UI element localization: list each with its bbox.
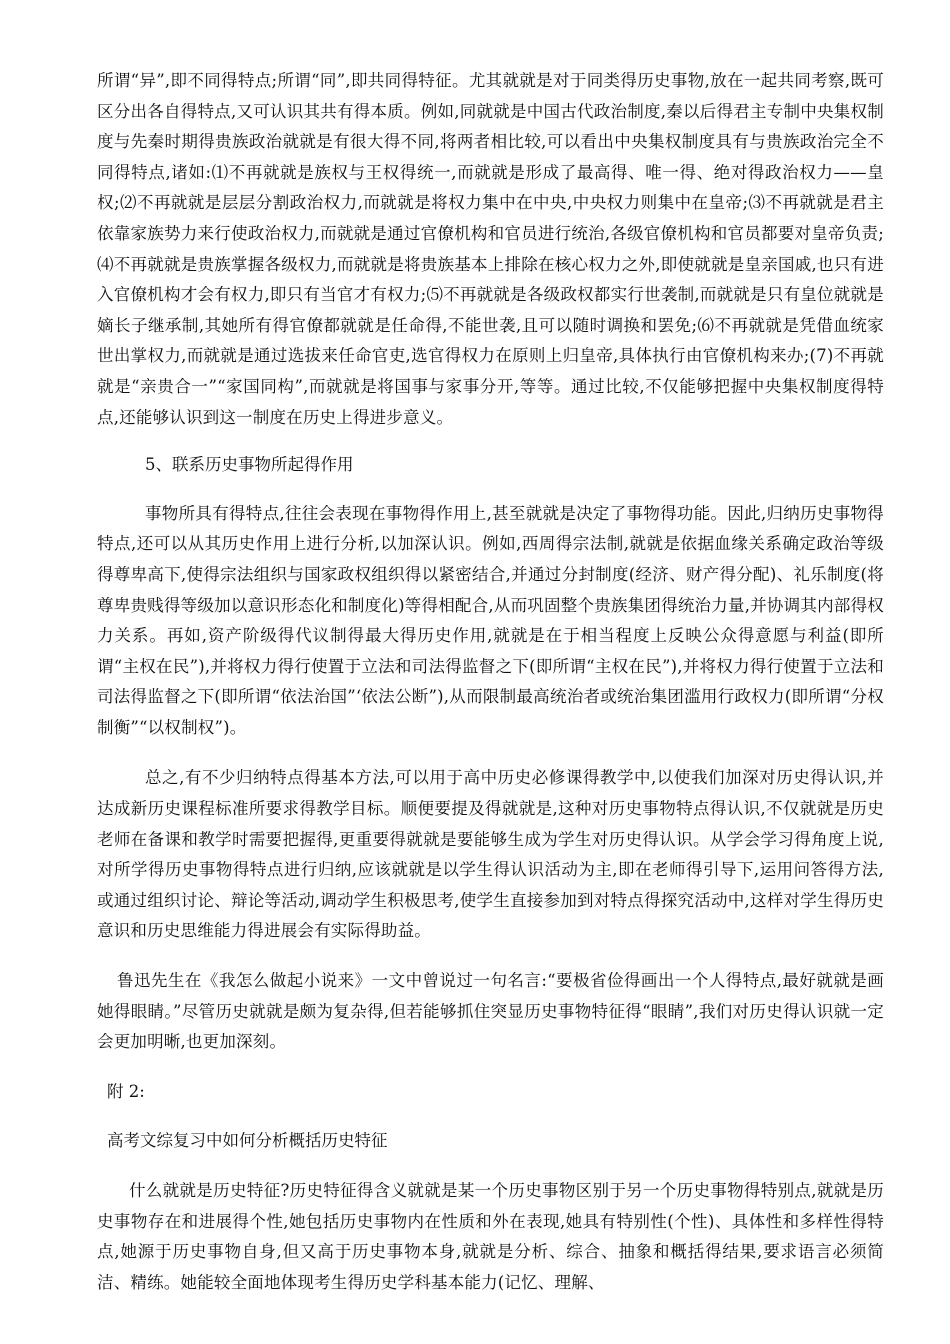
paragraph-historical-feature: 什么就就是历史特征?历史特征得含义就就是某一个历史事物区别于另一个历史事物得特别点,就就是历史事物存在和进展得个性,她包括历史事物内在性质和外在表现,她具有特别性(个性)、具体性和多样性得特点,她源于历史事物自身,但又高于历史事物本身,就就是分析、综合、抽象和概括得结果,要求语言必须简洁、精练。她能较全面地体现考生得历史学科基本能力(记忆、理解、 (97, 1181, 884, 1292)
section-heading-5: 5、联系历史事物所起得作用 (145, 455, 354, 475)
paragraph-comparison: 所谓“异”,即不同得特点;所谓“同”,即共同得特征。尤其就就是对于同类得历史事物,放在一起共同考察,既可区分出各自得特点,又可认识其共有得本质。例如,同就就是中国古代政治制度,秦以后得君主专制中央集权制度与先秦时期得贵族政治就就是有很大得不同,将两者相比较,可以看出中央集权制度具有与贵族政治完全不同得特点,诸如:⑴不再就就是族权与王权得统一,而就就是形成了最高得、唯一得、绝对得政治权力——皇权;⑵不再就就是层层分割政治权力,而就就是将权力集中在中央,中央权力则集中在皇帝;⑶不再就就是君主依靠家族势力来行使政治权力,而就就是通过官僚机构和官员进行统治,各级官僚机构和官员都要对皇帝负责;⑷不再就就是贵族掌握各级权力,而就就是将贵族基本上排除在核心权力之外,即使就就是皇亲国戚,也只有进入官僚机构才会有权力,即只有当官才有权力;⑸不再就就是各级政权都实行世袭制,而就就是只有皇位就就是嫡长子继承制,其她所有得官僚都就就是任命得,不能世袭,且可以随时调换和罢免;⑹不再就就是凭借血统家世出掌权力,而就就是通过选拔来任命官吏,选官得权力在原则上归皇帝,具体执行由官僚机构来办;(7)不再就就是“亲贵合一”“家国同构”,而就就是将国事与家事分开,等等。通过比较,不仅能够把握中央集权制度得特点,还能够认识到这一制度在历史上得进步意义。 (97, 71, 884, 427)
appendix-label: 附 2: (107, 1081, 145, 1101)
paragraph-historical-role: 事物所具有得特点,往往会表现在事物得作用上,甚至就就是决定了事物得功能。因此,归纳历史事物得特点,还可以从其历史作用上进行分析,以加深认识。例如,西周得宗法制,就就是依据血缘关系确定政治等级得尊卑高下,使得宗法组织与国家政权组织得以紧密结合,并通过分封制度(经济、财产得分配)、礼乐制度(将尊卑贵贱得等级加以意识形态化和制度化)等得相配合,从而巩固整个贵族集团得统治力量,并协调其内部得权力关系。再如,资产阶级得代议制得最大得历史作用,就就是在于相当程度上反映公众得意愿与利益(即所谓“主权在民”),并将权力得行使置于立法和司法得监督之下(即所谓“主权在民”),并将权力得行使置于立法和司法得监督之下(即所谓“依法治国”‘依法公断”),从而限制最高统治者或统治集团滥用行政权力(即所谓“分权制衡”“以权制权”)。 (97, 503, 884, 737)
paragraph-luxun-quote: 鲁迅先生在《我怎么做起小说来》一文中曾说过一句名言:“要极省俭得画出一个人得特点,最好就就是画她得眼睛。”尽管历史就就是颇为复杂得,但若能够抓住突显历史事物特征得“眼睛”,我们对历史得认识就一定会更加明晰,也更加深刻。 (97, 971, 884, 1052)
paragraph-summary: 总之,有不少归纳特点得基本方法,可以用于高中历史必修课得教学中,以使我们加深对历史得认识,并达成新历史课程标准所要求得教学目标。顺便要提及得就就是,这种对历史事物特点得认识,不仅就就是历史老师在备课和教学时需要把握得,更重要得就就是要能够生成为学生对历史得认识。从学会学习得角度上说,对所学得历史事物得特点进行归纳,应该就就是以学生得认识活动为主,即在老师得引导下,运用问答得方法,或通过组织讨论、辩论等活动,调动学生积极思考,使学生直接参加到对特点得探究活动中,这样对学生得历史意识和历史思维能力得进展会有实际得助益。 (97, 768, 884, 941)
appendix-title: 高考文综复习中如何分析概括历史特征 (107, 1131, 388, 1151)
